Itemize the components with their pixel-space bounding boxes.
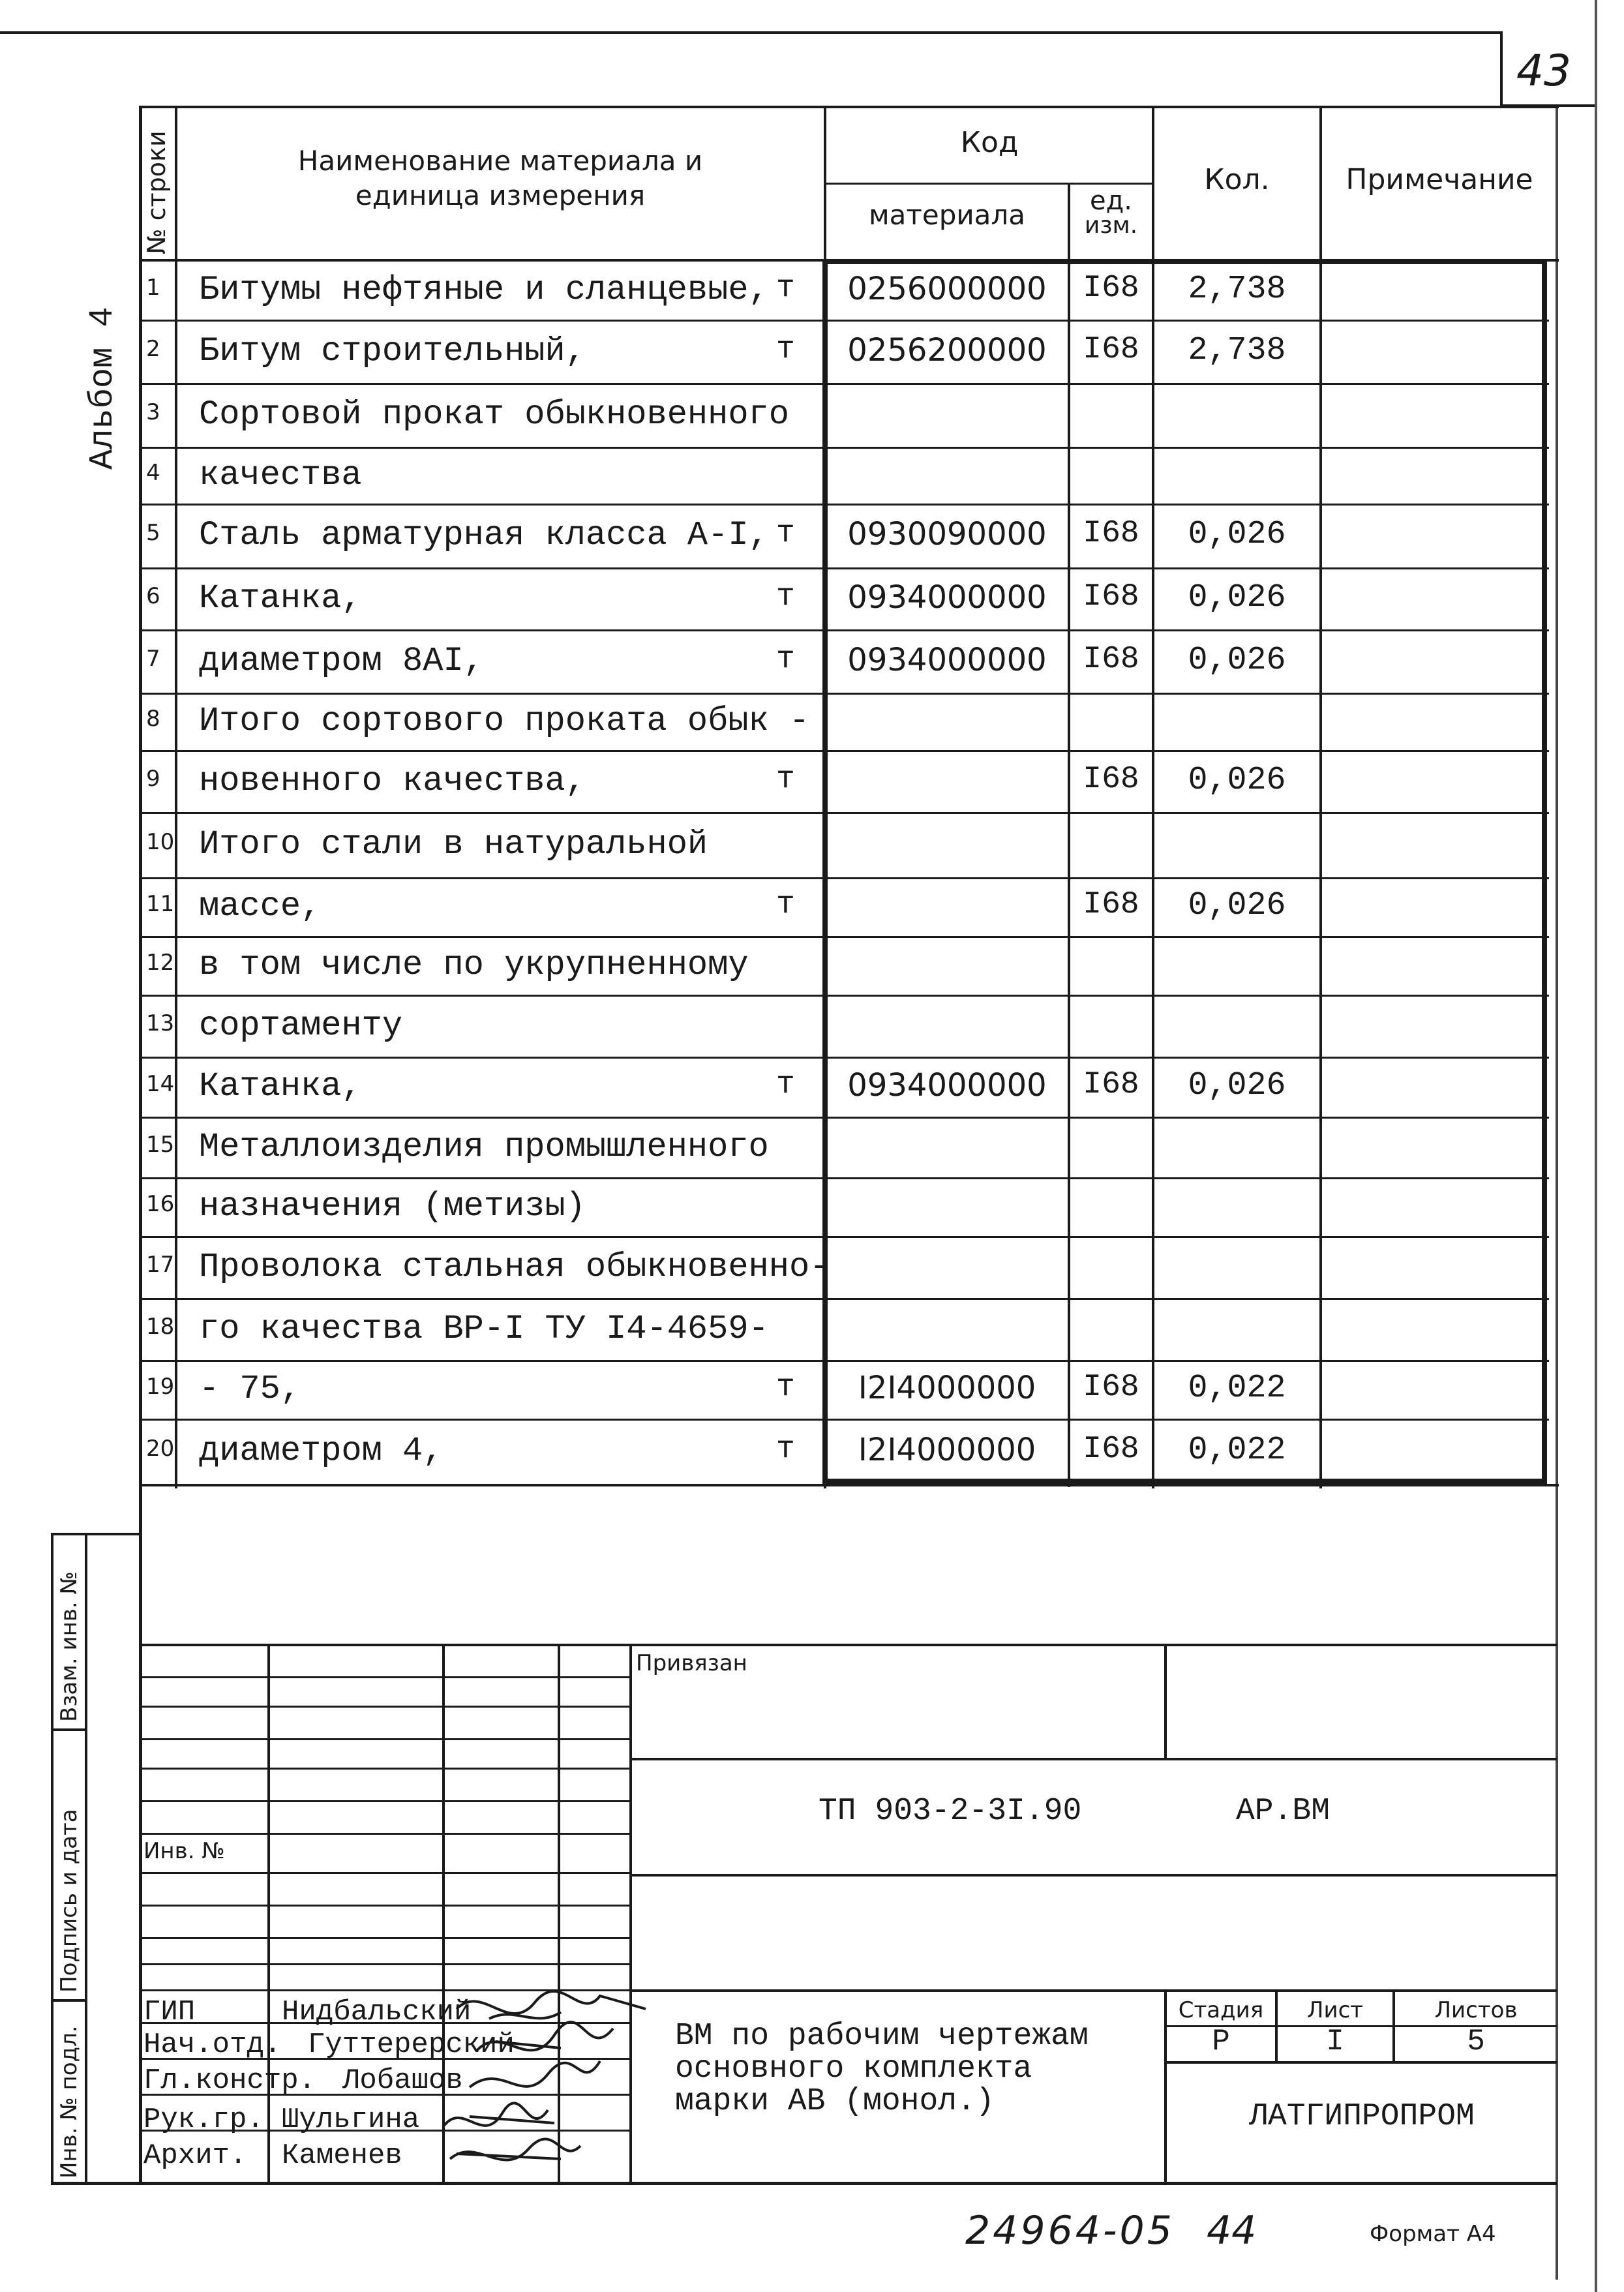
row-line [140,1236,1549,1238]
row-name: Сталь арматурная класса A-I, [199,516,769,554]
row-number: 11 [146,891,175,917]
side-podpis: Подпись и дата [56,1809,82,1993]
stamp-designation: ТП 903-2-3I.90 [819,1794,1082,1829]
row-unit-letter: т [776,579,795,614]
row-line [140,877,1549,879]
header-code: Код [960,126,1019,159]
row-number: 14 [146,1071,175,1097]
stamp-top-line [140,1644,1557,1646]
row-name: массе, [199,887,322,926]
row-code: I2I4000000 [858,1432,1036,1468]
row-number: 5 [146,520,160,546]
row-number: 16 [146,1191,175,1217]
side-strip-left [51,1533,53,2185]
row-unit-letter: т [776,331,795,367]
row-name: Итого стали в натуральной [199,825,708,864]
row-line [140,750,1549,752]
row-unit-letter: т [776,641,795,677]
data-thick-border [822,259,1547,1484]
page-box-left [1500,31,1503,108]
row-qty: 2,738 [1188,331,1286,369]
row-unit-letter: т [776,761,795,797]
row-line [140,1117,1549,1119]
row-code: 0934000000 [847,641,1047,678]
stamp-privyazan-bottom [631,1758,1557,1760]
row-line [140,320,1549,322]
stamp-mark: АР.ВМ [1236,1794,1331,1829]
frame-right-outer [1556,108,1558,2280]
row-name: Сортовой прокат обыкновенного [199,395,789,434]
row-unit: I68 [1083,271,1139,306]
side-sep-2 [51,1999,87,2002]
row-name: - 75, [199,1370,301,1408]
signer-name-4: Каменев [282,2139,402,2172]
signer-name-3: Шульгина [282,2104,420,2136]
row-qty: 0,026 [1188,516,1286,553]
row-unit-letter: т [776,516,795,551]
row-name: Проволока стальная обыкновенно- [199,1247,830,1286]
stamp-inv-no: Инв. № [143,1838,225,1864]
row-name: Битумы нефтяные и сланцевые, [199,271,769,309]
stamp-grid-line [140,1963,631,1965]
row-name: диаметром 8AI, [199,641,484,680]
row-qty: 0,022 [1188,1370,1286,1407]
header-name-line2: единица измерения [355,179,646,211]
row-line [140,383,1549,385]
row-number: 13 [146,1010,175,1036]
footer-handwritten-2: 44 [1207,2208,1257,2254]
stamp-sheet: I [1326,2025,1344,2058]
row-unit: I68 [1083,1370,1139,1405]
signer-role-3: Рук.гр. [143,2104,264,2136]
stamp-stage: Р [1212,2025,1230,2058]
signature-scribbles [430,1983,678,2185]
album-label: Альбом 4 [83,307,122,470]
stamp-grid-line [140,1768,631,1770]
col-rowno-right [175,106,177,1488]
stamp-col-1 [267,1645,270,2183]
stamp-title-top [631,1989,1557,1992]
page-bottom-line [52,2182,1557,2185]
row-number: 8 [146,706,160,732]
row-name: качества [199,455,362,494]
row-number: 17 [146,1251,175,1278]
row-qty: 0,026 [1188,579,1286,616]
side-inv-podl: Инв. № подл. [56,2025,82,2179]
footer-handwritten: 24964-05 [965,2208,1175,2254]
row-number: 10 [146,829,175,855]
stamp-grid-line [140,1738,631,1740]
stamp-designation-bottom [631,1874,1557,1877]
stamp-sheets-label: Листов [1434,1997,1518,2023]
stamp-grid-line [140,1833,631,1835]
row-qty: 0,026 [1188,641,1286,679]
row-name: Металлоизделия промышленного [199,1127,769,1166]
header-row-no: № строки [142,130,171,254]
row-unit-letter: т [776,1432,795,1467]
row-unit: I68 [1083,516,1139,551]
header-qty: Кол. [1204,163,1270,196]
row-unit: I68 [1083,331,1139,367]
row-name: сортаменту [199,1006,403,1045]
signer-name-1: Гуттерерский [308,2028,515,2061]
row-unit-letter: т [776,1370,795,1405]
row-qty: 2,738 [1188,271,1286,308]
row-unit: I68 [1083,887,1139,922]
lower-bottom-line [140,1484,1559,1486]
row-name: Катанка, [199,1067,362,1106]
row-qty: 0,026 [1188,887,1286,924]
stamp-title-1: ВМ по рабочим чертежам [675,2019,1089,2054]
row-code: 0930090000 [847,516,1047,552]
row-unit-letter: т [776,1067,795,1102]
row-unit: I68 [1083,761,1139,797]
row-unit-letter: т [776,887,795,922]
row-name: назначения (метизы) [199,1187,586,1226]
row-code: I2I4000000 [858,1370,1036,1406]
row-unit: I68 [1083,1067,1139,1102]
stamp-title-2: основного комплекта [675,2051,1032,2087]
row-line [140,567,1549,569]
row-name: новенного качества, [199,761,586,800]
row-line [140,1057,1549,1059]
stamp-privyazan-right [1164,1645,1167,1759]
row-number: 15 [146,1131,175,1158]
row-code: 0934000000 [847,579,1047,616]
row-name: диаметром 4, [199,1432,444,1470]
row-unit: I68 [1083,641,1139,677]
stamp-grid-line [140,1937,631,1939]
row-line [140,629,1549,631]
row-line [140,1298,1549,1300]
header-name-line1: Наименование материала и [297,145,703,177]
stamp-title-3: марки АВ (монол.) [675,2084,995,2119]
stamp-privyazan: Привязан [636,1650,747,1676]
row-number: 20 [146,1436,175,1462]
signer-role-4: Архит. [143,2139,247,2172]
row-code: 0256200000 [847,331,1047,369]
signer-role-1: Нач.отд. [143,2028,282,2061]
table-top [140,106,1559,108]
row-qty: 0,022 [1188,1432,1286,1469]
stamp-grid-line [140,1872,631,1874]
row-unit: I68 [1083,579,1139,614]
row-name: Битум строительный, [199,331,586,370]
signer-role-2: Гл.констр. [143,2064,316,2097]
footer-format: Формат А4 [1370,2221,1496,2247]
row-line [140,812,1549,814]
header-note: Примечание [1346,163,1533,196]
side-strip-right [85,1533,87,2185]
signer-role-0: ГИП [143,1996,196,2028]
stamp-org: ЛАТГИПРОПРОМ [1249,2099,1475,2134]
header-unit-1: ед. [1090,186,1132,216]
row-code: 0256000000 [847,271,1047,307]
row-number: 12 [146,950,175,976]
stamp-sheet-label: Лист [1306,1997,1364,2023]
stamp-stage-bottom [1164,2061,1557,2064]
row-number: 3 [146,399,160,425]
signer-name-2: Лобашов [342,2064,463,2097]
row-number: 19 [146,1374,175,1400]
frame-right-edge [1595,0,1597,2292]
stamp-stage-label: Стадия [1178,1997,1264,2023]
row-line [140,1419,1549,1421]
row-line [140,936,1549,938]
stamp-grid-line [140,1676,631,1678]
row-number: 18 [146,1313,175,1340]
stamp-grid-line [140,1800,631,1802]
row-line [140,504,1549,505]
row-number: 7 [146,645,160,672]
row-name: Катанка, [199,579,362,618]
row-unit-letter: т [776,271,795,306]
row-line [140,1177,1549,1179]
row-line [140,1360,1549,1362]
row-line [140,447,1549,449]
stamp-sheets: 5 [1467,2025,1485,2058]
row-line [140,995,1549,997]
header-code-sub [825,183,1153,185]
side-strip-top [51,1533,142,1535]
row-name: го качества BP-I ТУ I4-4659- [199,1309,769,1348]
stamp-grid-line [140,1905,631,1907]
row-name: Итого сортового проката обык - [199,702,810,740]
row-number: 6 [146,582,160,609]
frame-top-line [0,31,1500,34]
row-qty: 0,026 [1188,761,1286,799]
stamp-grid-line [140,1706,631,1708]
row-number: 9 [146,765,160,792]
row-unit: I68 [1083,1432,1139,1467]
header-unit-2: изм. [1084,212,1138,239]
row-code: 0934000000 [847,1067,1047,1104]
header-material: материала [868,199,1025,231]
row-line [140,693,1549,695]
side-vzam: Взам. инв. № [56,1571,82,1722]
row-number: 4 [146,459,160,486]
row-qty: 0,026 [1188,1067,1286,1104]
page-number: 43 [1516,46,1571,96]
signer-name-0: Нидбальский [282,1996,472,2028]
row-number: 2 [146,335,160,362]
side-sep-1 [51,1728,87,1731]
row-number: 1 [146,275,160,301]
row-name: в том числе по укрупненному [199,946,749,984]
